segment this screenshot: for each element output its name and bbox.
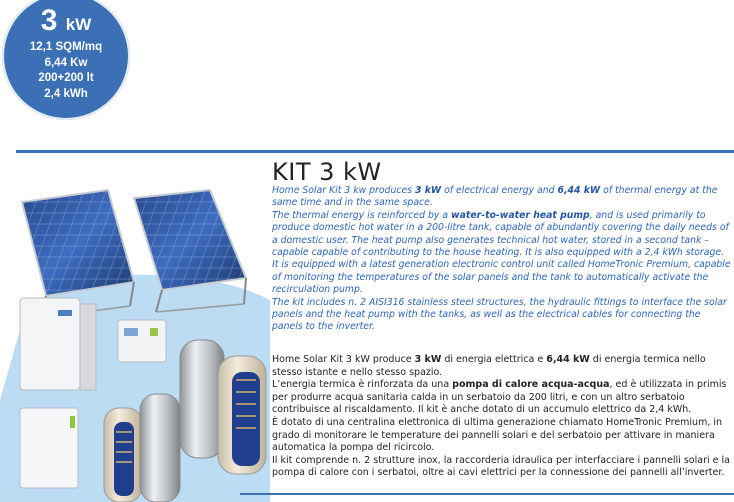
water-tank-back-left — [180, 340, 224, 458]
italian-description — [272, 354, 730, 480]
body-text: Il kit comprende n. 2 strutture inox, la raccorderia idraulica per interfacciare i pannelli solari e la pompa di calore con i serbatoi, oltre ai cavi elettrici per la connessione dei pannelli all’inverter. — [272, 454, 730, 479]
heat-pump-unit — [20, 298, 96, 390]
panel-area: 12,1 SQM/mq — [29, 41, 103, 53]
italian-paragraph — [272, 417, 730, 455]
italian-paragraph — [272, 379, 730, 417]
body-text: of electrical energy and — [441, 185, 558, 196]
storage-capacity: 2,4 kWh — [44, 87, 88, 100]
water-tank-front-left-cutaway — [104, 408, 142, 502]
kit-spec-badge — [2, 0, 130, 120]
kit-title: KIT 3 kW — [272, 158, 382, 186]
english-paragraph — [272, 210, 732, 260]
body-text: , ed è utilizzata in primis per produrre acqua sanitaria calda in un serbatoio da 200 litri, e con un altro serbatoio contribuisce al riscaldamento. Il kit è anche dotato di un accumulo elettrico da 2,4 kWh. — [272, 379, 727, 416]
body-text: The kit includes n. 2 AISI316 stainless steel structures, the hydraulic fittings to interface the solar panels and the heat pump with the tanks, as well as the electrical cables for connecting the panels to the inverter. — [272, 296, 727, 333]
tank-capacity: 200+200 lt — [38, 72, 94, 84]
highlight-text: 6,44 kW — [546, 354, 590, 365]
english-paragraph — [272, 297, 732, 334]
english-paragraph — [272, 259, 732, 296]
thermal-power: 6,44 Kw — [44, 56, 88, 69]
body-text: It is equipped with a latest generation electronic control unit called HomeTronic Premium, capable of monitoring the temperatures of the solar panels and the tank to automatically activate the recirculation pump. — [272, 259, 731, 296]
top-divider — [16, 150, 734, 153]
highlight-text: water-to-water heat pump — [451, 209, 590, 221]
water-tank-front-right — [140, 394, 180, 502]
highlight-text: 3 kW — [414, 354, 442, 365]
inverter-unit — [118, 320, 166, 362]
kit-illustration — [0, 180, 270, 502]
body-text: Home Solar Kit 3 kW produce — [272, 354, 415, 365]
body-text: , and is used primarily to produce domestic hot water in a 200-litre tank, capable of abundantly covering the daily needs of a domestic user. The heat pump also generates technical hot water, stored in a second tank – capable capable of contributing to the house heating. It is also equipped with a 2,4 kWh storage. — [272, 209, 729, 259]
body-text: L’energia termica è rinforzata da una — [272, 379, 453, 391]
power-rating: 3 kW — [40, 4, 92, 37]
italian-paragraph — [272, 354, 730, 379]
battery-unit — [20, 408, 78, 488]
highlight-text: 6,44 kW — [557, 185, 601, 196]
water-tank-back-right-cutaway — [218, 356, 266, 474]
body-text: di energia elettrica e — [441, 354, 547, 365]
body-text: È dotato di una centralina elettronica di ultima generazione chiamato HomeTronic Premium, in grado di monitorare le temperature dei pannelli solari e del serbatoio per attivare in maniera automatica la pompa del ricircolo. — [272, 416, 723, 454]
highlight-text: pompa di calore acqua-acqua — [452, 379, 610, 391]
highlight-text: 3 kW — [415, 185, 442, 196]
bottom-divider — [240, 493, 734, 495]
english-paragraph — [272, 185, 732, 210]
english-description — [272, 185, 732, 334]
body-text: Home Solar Kit 3 kw produces — [272, 185, 415, 196]
body-text: The thermal energy is reinforced by a — [272, 209, 452, 221]
body-text: di energia termica nello stesso istante e nello stesso spazio. — [272, 354, 706, 378]
italian-paragraph — [272, 455, 730, 480]
body-text: of thermal energy at the same time and in the same space. — [272, 185, 718, 209]
